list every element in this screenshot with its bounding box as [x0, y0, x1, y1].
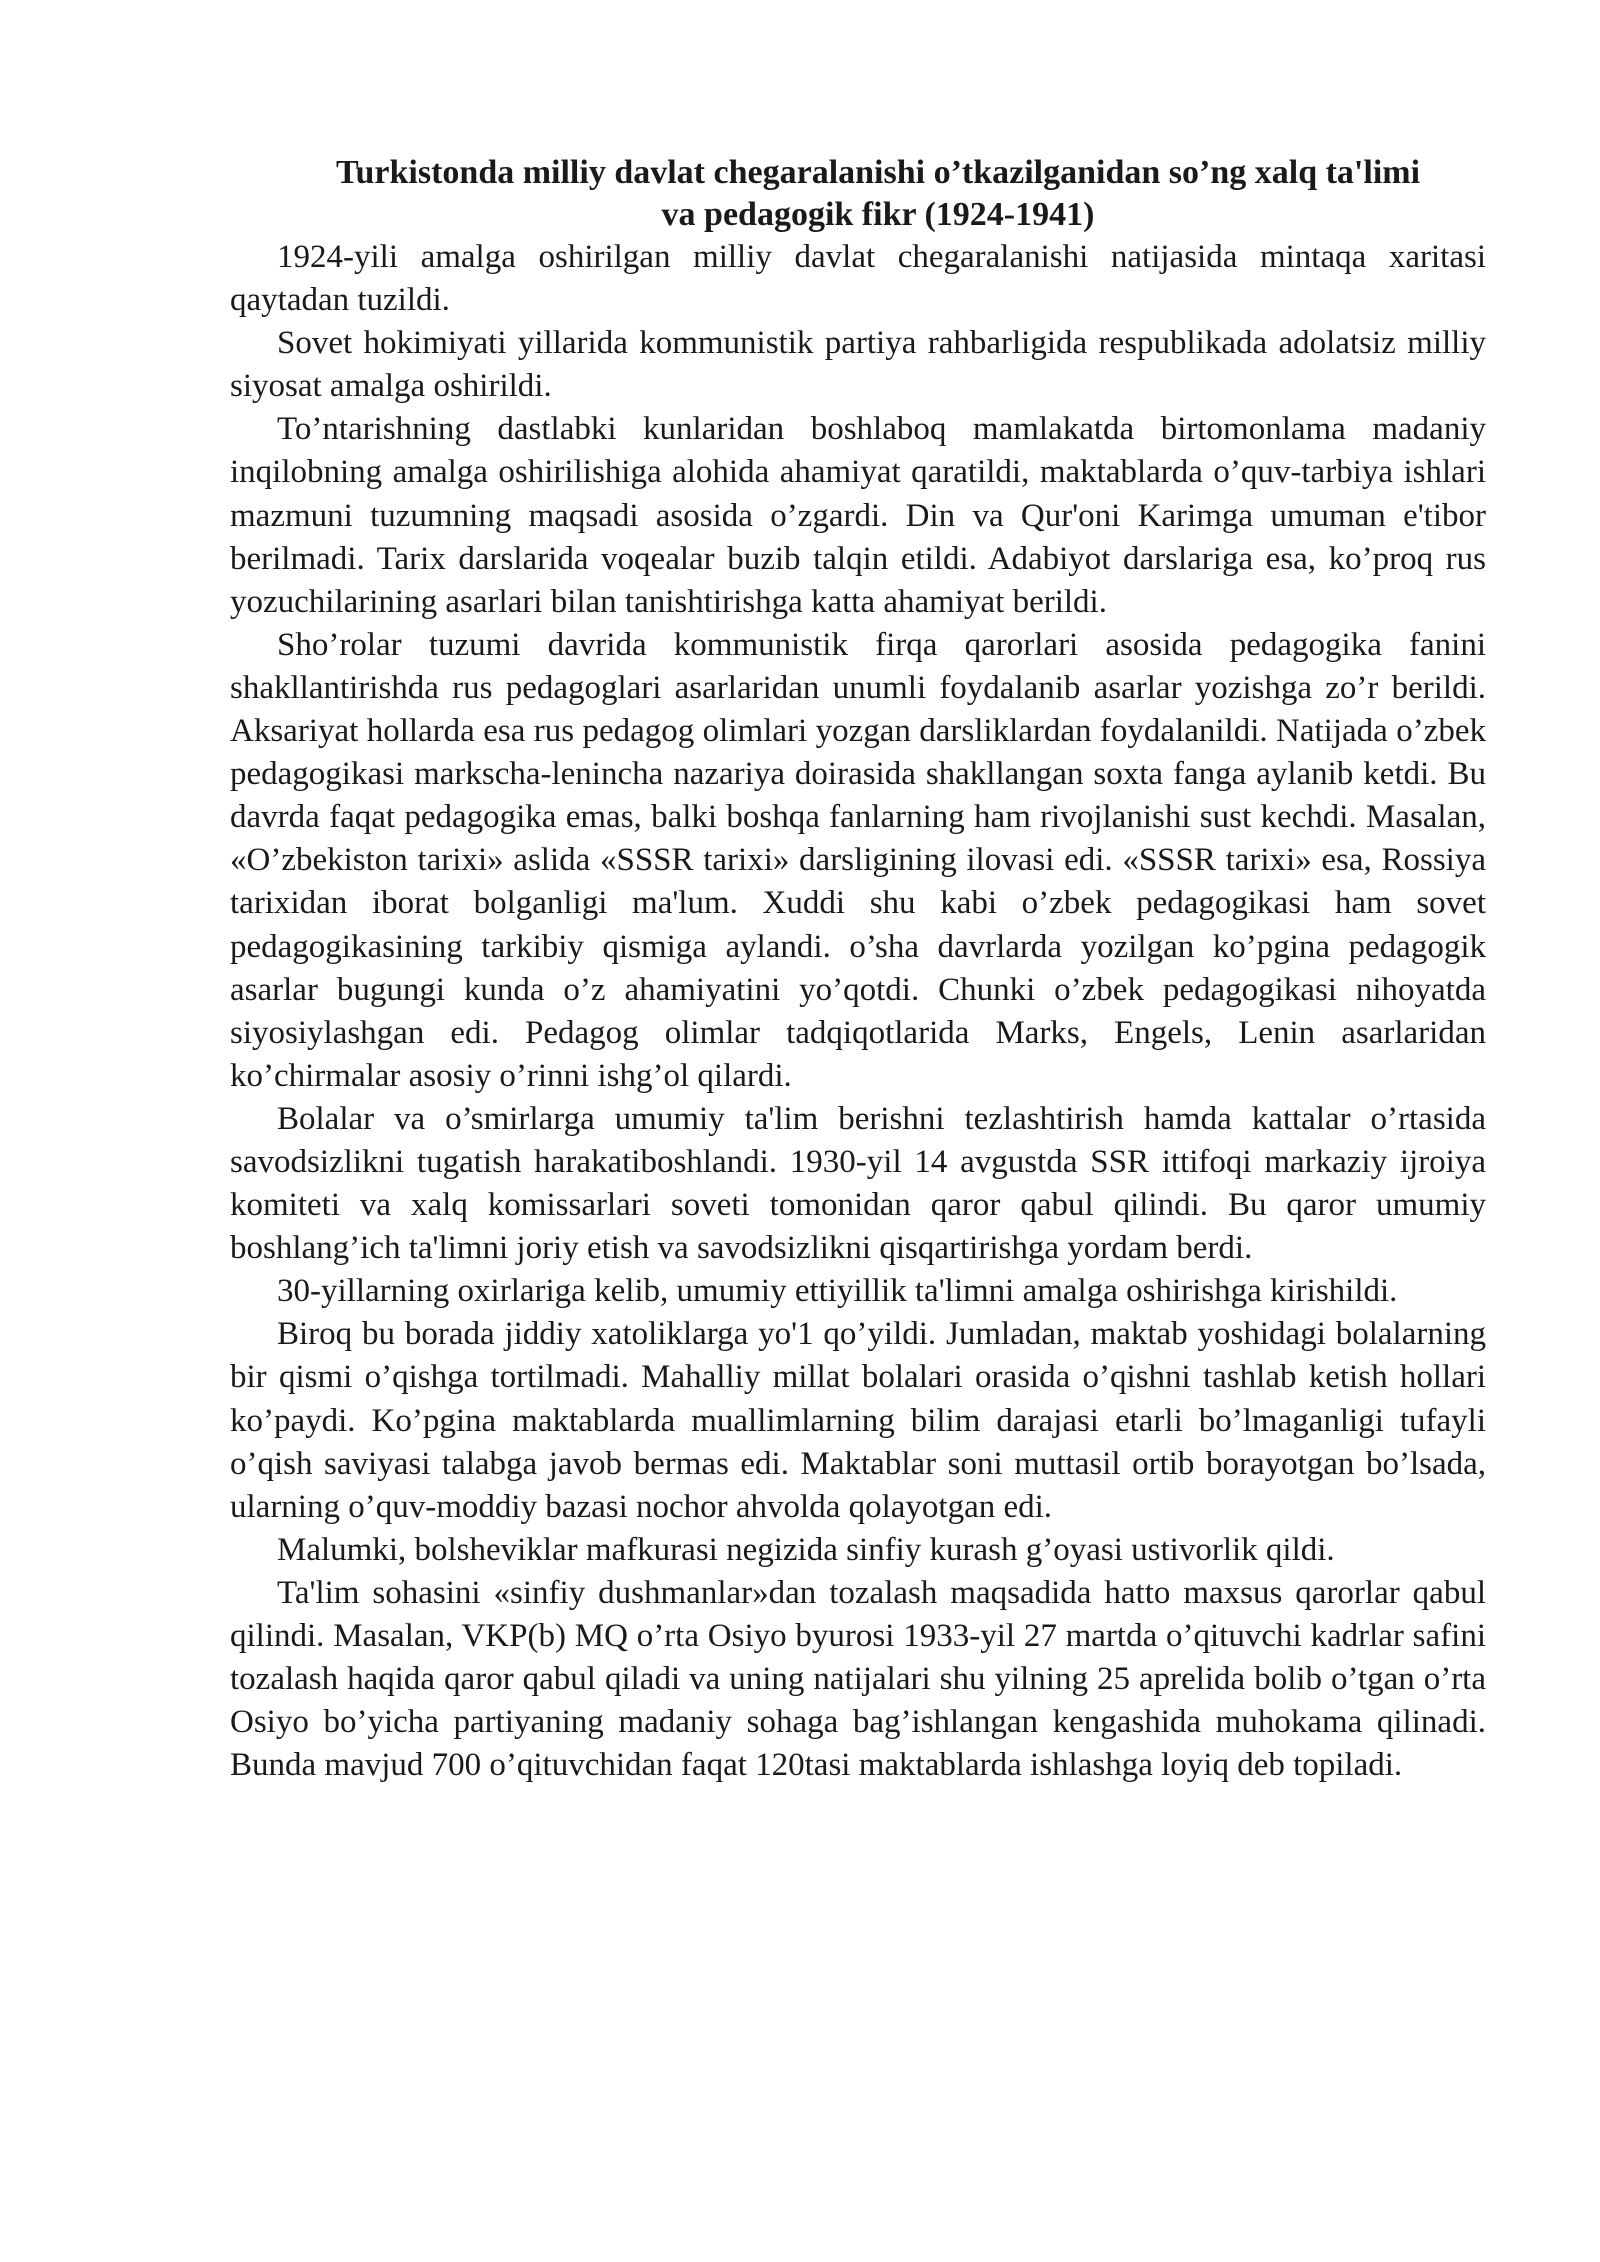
paragraph-9: Ta'lim sohasini «sinfiy dushmanlar»dan tozalash maqsadida hatto maxsus qarorlar qabul qilindi. Masalan, VKP(b) MQ o’rta Osiyo byurosi 1933-yil 27 martda o’qituvchi kadrlar safini tozalash haqida qaror qabul qiladi va uning natijalari shu yilning 25 aprelida bolib o’tgan o’rta Osiyo bo’yicha partiyaning madaniy sohaga bag’ishlangan kengashida muhokama qilinadi. Bunda mavjud 700 o’qituvchidan faqat 120tasi maktablarda ishlashga loyiq deb topiladi. [230, 1574, 1486, 1784]
title-line-1: Turkistonda milliy davlat chegaralanishi o’tkazilganidan so’ng xalq ta'limi [335, 154, 1421, 191]
paragraph-8: Malumki, bolsheviklar mafkurasi negizida sinfiy kurash g’oyasi ustivorlik qildi. [277, 1531, 1335, 1568]
paragraph-6: 30-yillarning oxirlariga kelib, umumiy ettiyillik ta'limni amalga oshirishga kirishildi. [277, 1273, 1398, 1310]
paragraph-5: Bolalar va o’smirlarga umumiy ta'lim berishni tezlashtirish hamda kattalar o’rtasida savodsizlikni tugatish harakatiboshlandi. 1930-yil 14 avgustda SSR ittifoqi markaziy ijroiya komiteti va xalq komissarlari soveti tomonidan qaror qabul qilindi. Bu qaror umumiy boshlang’ich ta'limni joriy etish va savodsizlikni qisqartirishga yordam berdi. [230, 1100, 1486, 1267]
paragraph-3: To’ntarishning dastlabki kunlaridan boshlaboq mamlakatda birtomonlama madaniy inqilobning amalga oshirilishiga alohida ahamiyat qaratildi, maktablarda o’quv-tarbiya ishlari mazmuni tuzumning maqsadi asosida o’zgardi. Din va Qur'oni Karimga umuman e'tibor berilmadi. Tarix darslarida voqealar buzib talqin etildi. Adabiyot darslariga esa, ko’proq rus yozuchilarining asarlari bilan tanishtirishga katta ahamiyat berildi. [230, 411, 1486, 620]
paragraph-7: Biroq bu borada jiddiy xatoliklarga yo'1 qo’yildi. Jumladan, maktab yoshidagi bolalarning bir qismi o’qishga tortilmadi. Mahalliy millat bolalari orasida o’qishni tashlab ketish hollari ko’paydi. Ko’pgina maktablarda muallimlarning bilim darajasi etarli bo’lmaganligi tufayli o’qish saviyasi talabga javob bermas edi. Maktablar soni muttasil ortib borayotgan bo’lsada, ularning o’quv-moddiy bazasi nochor ahvolda qolayotgan edi. [230, 1316, 1486, 1525]
paragraph-4: Sho’rolar tuzumi davrida kommunistik firqa qarorlari asosida pedagogika fanini shakllantirishda rus pedagoglari asarlaridan unumli foydalanib asarlar yozishga zo’r berildi. Aksariyat hollarda esa rus pedagog olimlari yozgan darsliklardan foydalanildi. Natijada o’zbek pedagogikasi markscha-lenincha nazariya doirasida shakllangan soxta fanga aylanib ketdi. Bu davrda faqat pedagogika emas, balki boshqa fanlarning ham rivojlanishi sust kechdi. Masalan, «O’zbekiston tarixi» aslida «SSSR tarixi» darsligining ilovasi edi. «SSSR tarixi» esa, Rossiya tarixidan iborat bolganligi ma'lum. Xuddi shu kabi o’zbek pedagogikasi ham sovet pedagogikasining tarkibiy qismiga aylandi. o’sha davrlarda yozilgan ko’pgina pedagogik asarlar bugungi kunda o’z ahamiyatini yo’qotdi. Chunki o’zbek pedagogikasi nihoyatda siyosiylashgan edi. Pedagog olimlar tadqiqotlarida Marks, Engels, Lenin asarlaridan ko’chirmalar asosiy o’rinni ishg’ol qilardi. [230, 626, 1486, 1094]
document-title [230, 152, 1486, 236]
document-body [230, 152, 1486, 1787]
title-line-2: va pedagogik fikr (1924-1941) [661, 196, 1095, 233]
paragraph-2: Sovet hokimiyati yillarida kommunistik partiya rahbarligida respublikada adolatsiz milliy siyosat amalga oshirildi. [230, 325, 1486, 405]
paragraph-1: 1924-yili amalga oshirilgan milliy davlat chegaralanishi natijasida mintaqa xaritasi qaytadan tuzildi. [230, 239, 1486, 319]
